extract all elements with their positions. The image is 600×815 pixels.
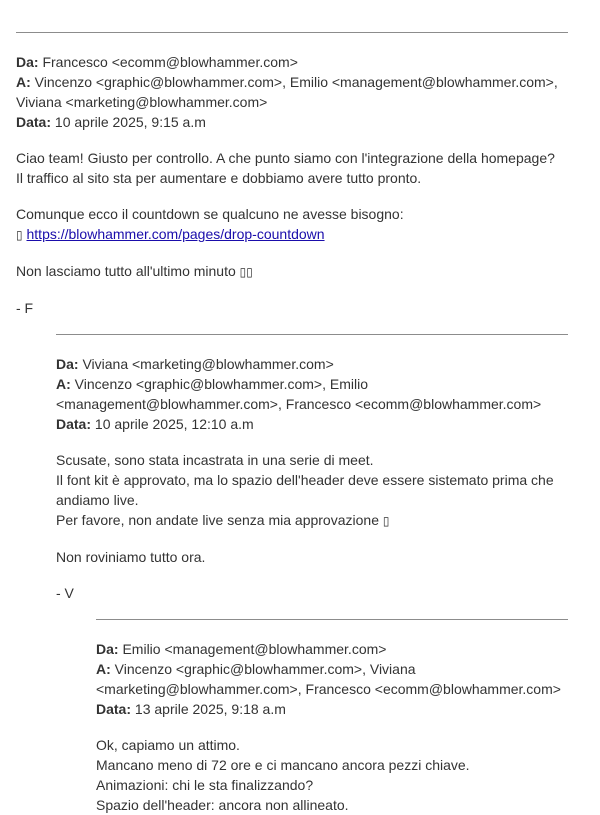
email-header-to: [16, 72, 568, 112]
body-paragraph: Non roviniamo tutto ora.: [56, 549, 206, 565]
to-value: Vincenzo <graphic@blowhammer.com>, Emilio <management@blowhammer.com>, Viviana <marketing@blowhammer.com>: [16, 74, 558, 110]
email-header-date: [56, 414, 568, 434]
body-paragraph: [96, 735, 568, 815]
from-label: Da:: [56, 356, 79, 372]
date-label: Data:: [56, 416, 92, 432]
body-paragraph: [16, 261, 568, 282]
to-value: Vincenzo <graphic@blowhammer.com>, Viviana <marketing@blowhammer.com>, Francesco <ecomm@blowhammer.com>: [96, 661, 561, 697]
body-line: Il font kit è approvato, ma lo spazio dell'header deve essere sistemato prima che andiamo live.: [56, 472, 554, 508]
email-header-from: [56, 354, 568, 374]
date-value: 10 aprile 2025, 9:15 a.m: [54, 114, 206, 130]
from-value: Emilio <management@blowhammer.com>: [122, 641, 387, 657]
body-paragraph: [16, 148, 568, 188]
email-body: [56, 450, 568, 603]
to-label: A:: [56, 376, 71, 392]
email-header-to: [96, 659, 568, 699]
body-line: Scusate, sono stata incastrata in una serie di meet.: [56, 452, 374, 468]
signature: - F: [16, 300, 34, 316]
to-label: A:: [16, 74, 31, 90]
email-message-viviana: [56, 335, 568, 815]
to-label: A:: [96, 661, 111, 677]
from-value: Viviana <marketing@blowhammer.com>: [82, 356, 334, 372]
body-line: Animazioni: chi le sta finalizzando?: [96, 777, 314, 793]
countdown-link[interactable]: https://blowhammer.com/pages/drop-countdown: [26, 226, 325, 242]
from-label: Da:: [96, 641, 119, 657]
date-label: Data:: [96, 701, 132, 717]
body-paragraph: [16, 204, 568, 245]
body-line: Ciao team! Giusto per controllo. A che punto siamo con l'integrazione della homepage?: [16, 150, 555, 166]
email-header-date: [96, 699, 568, 719]
email-body: [16, 148, 568, 318]
date-label: Data:: [16, 114, 52, 130]
body-line: Il traffico al sito sta per aumentare e dobbiamo avere tutto pronto.: [16, 170, 422, 186]
email-body: [96, 735, 568, 815]
from-value: Francesco <ecomm@blowhammer.com>: [42, 54, 298, 70]
date-value: 13 aprile 2025, 9:18 a.m: [134, 701, 286, 717]
email-header-from: [96, 639, 568, 659]
body-line: Comunque ecco il countdown se qualcuno ne avesse bisogno:: [16, 206, 404, 222]
email-header-from: [16, 52, 568, 72]
date-value: 10 aprile 2025, 12:10 a.m: [94, 416, 254, 432]
body-line: Mancano meno di 72 ore e ci mancano ancora pezzi chiave.: [96, 757, 470, 773]
missing-emoji-icon: ▯▯: [239, 265, 253, 279]
body-line: Spazio dell'header: ancora non allineato.: [96, 797, 349, 813]
quoted-email: [96, 619, 568, 815]
missing-emoji-icon: ▯: [382, 514, 390, 528]
signature: - V: [56, 585, 74, 601]
quoted-email: [56, 334, 568, 815]
body-paragraph: [56, 450, 568, 531]
body-line: Per favore, non andate live senza mia approvazione: [56, 512, 379, 528]
email-header-to: [56, 374, 568, 414]
from-label: Da:: [16, 54, 39, 70]
body-line: Non lasciamo tutto all'ultimo minuto: [16, 263, 236, 279]
body-line: Ok, capiamo un attimo.: [96, 737, 240, 753]
email-message-emilio: [96, 620, 568, 815]
to-value: Vincenzo <graphic@blowhammer.com>, Emilio <management@blowhammer.com>, Francesco <ecomm@blowhammer.com>: [56, 376, 542, 412]
email-message-francesco: [16, 33, 568, 815]
email-header-date: [16, 112, 568, 132]
missing-emoji-icon: ▯: [16, 228, 23, 242]
